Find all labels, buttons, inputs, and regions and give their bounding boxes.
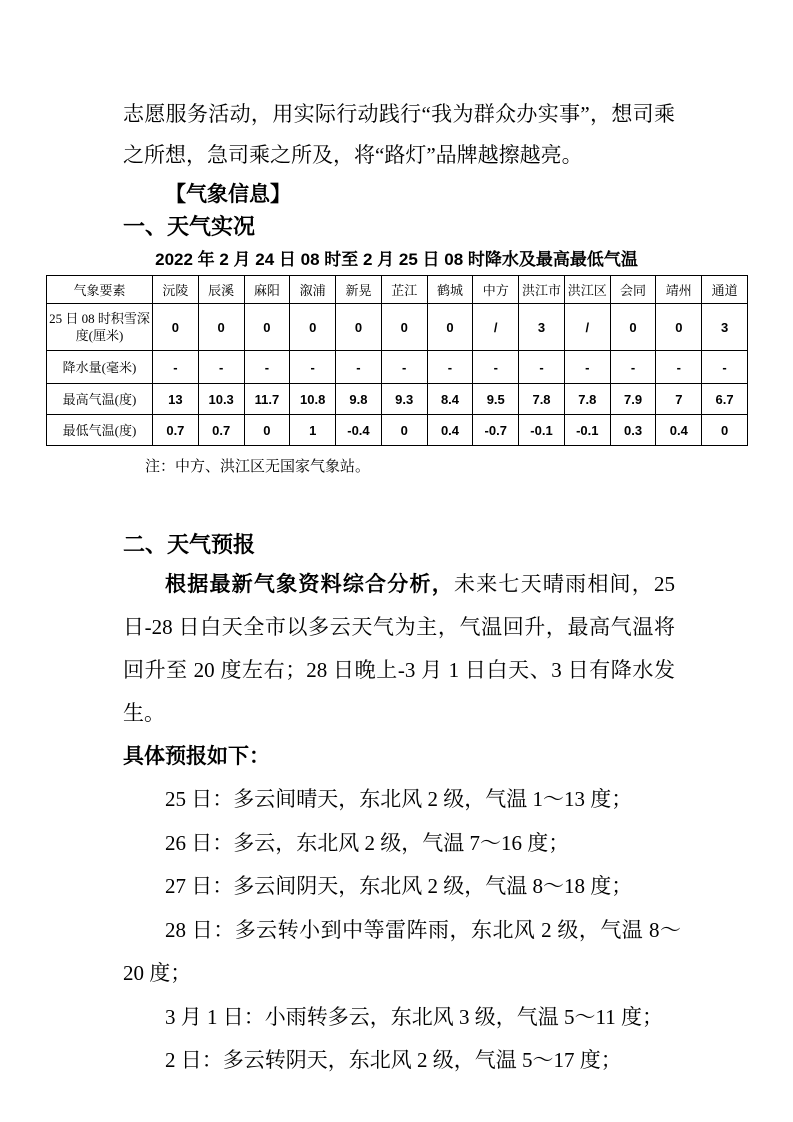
col-header-station: 靖州 xyxy=(656,276,702,304)
table-cell: 9.5 xyxy=(473,384,519,415)
weather-info-heading: 【气象信息】 xyxy=(165,183,291,206)
table-cell: - xyxy=(610,351,656,384)
table-row xyxy=(47,304,748,351)
table-cell: 0 xyxy=(381,304,427,351)
table-cell: 0 xyxy=(244,304,290,351)
forecast-item-mar2: 2 日：多云转阴天，东北风 2 级，气温 5～17 度； xyxy=(165,1048,622,1072)
col-header-station: 芷江 xyxy=(381,276,427,304)
table-cell: 0 xyxy=(153,304,199,351)
col-header-station: 中方 xyxy=(473,276,519,304)
table-cell: 11.7 xyxy=(244,384,290,415)
table-cell: - xyxy=(702,351,748,384)
forecast-lead-paragraph xyxy=(123,563,675,735)
table-row xyxy=(47,351,748,384)
table-cell: - xyxy=(198,351,244,384)
weather-table-head xyxy=(47,276,748,304)
forecast-item-26: 26 日：多云，东北风 2 级，气温 7～16 度； xyxy=(165,830,570,855)
col-header-station: 溆浦 xyxy=(290,276,336,304)
weather-table xyxy=(46,275,748,446)
table-cell: - xyxy=(427,351,473,384)
table-cell: - xyxy=(336,351,382,384)
table-cell: 10.3 xyxy=(198,384,244,415)
table-cell: -0.7 xyxy=(473,415,519,446)
intro-paragraph: 志愿服务活动，用实际行动践行“我为群众办实事”，想司乘之所想，急司乘之所及，将“路灯”品牌越擦越亮。 xyxy=(123,102,675,167)
table-header-row xyxy=(47,276,748,304)
table-cell: 6.7 xyxy=(702,384,748,415)
table-cell: 0 xyxy=(702,415,748,446)
table-cell: 0 xyxy=(244,415,290,446)
table-cell: 0 xyxy=(198,304,244,351)
forecast-item-25: 25 日：多云间晴天，东北风 2 级，气温 1～13 度； xyxy=(165,787,633,811)
col-header-station: 洪江市 xyxy=(519,276,565,304)
table-cell: -0.1 xyxy=(564,415,610,446)
table-cell: - xyxy=(473,351,519,384)
forecast-item-mar1: 3 月 1 日：小雨转多云，东北风 3 级，气温 5～11 度； xyxy=(165,1004,663,1029)
table-cell: 0 xyxy=(656,304,702,351)
table-cell: 7.8 xyxy=(519,384,565,415)
table-cell: - xyxy=(153,351,199,384)
table-cell: / xyxy=(564,304,610,351)
table-row xyxy=(47,415,748,446)
col-header-station: 麻阳 xyxy=(244,276,290,304)
table-cell: 9.3 xyxy=(381,384,427,415)
table-cell: 0.4 xyxy=(427,415,473,446)
table-cell: 0 xyxy=(381,415,427,446)
col-header-station: 辰溪 xyxy=(198,276,244,304)
row-label: 最高气温(度) xyxy=(47,384,153,415)
table-cell: - xyxy=(519,351,565,384)
forecast-item-28: 28 日：多云转小到中等雷阵雨，东北风 2 级，气温 8～20 度； xyxy=(123,917,681,985)
table-cell: - xyxy=(244,351,290,384)
col-header-station: 通道 xyxy=(702,276,748,304)
table-cell: 0 xyxy=(427,304,473,351)
col-header-element: 气象要素 xyxy=(47,276,153,304)
table-cell: 10.8 xyxy=(290,384,336,415)
table-cell: 9.8 xyxy=(336,384,382,415)
col-header-station: 鹤城 xyxy=(427,276,473,304)
table-cell: 1 xyxy=(290,415,336,446)
table-cell: 3 xyxy=(519,304,565,351)
table-cell: - xyxy=(656,351,702,384)
forecast-lead-rest: 未来七天晴雨相间，25 日-28 日白天全市以多云天气为主，气温回升，最高气温将回升至 20 度左右；28 日晚上-3 月 1 日白天、3 日有降水发生。 xyxy=(123,572,676,725)
table-cell: - xyxy=(290,351,336,384)
table-note: 注：中方、洪江区无国家气象站。 xyxy=(145,459,371,475)
table-cell: 0.7 xyxy=(153,415,199,446)
forecast-lead-bold: 根据最新气象资料综合分析， xyxy=(165,573,454,596)
weather-table-body xyxy=(47,304,748,446)
forecast-item-27: 27 日：多云间阴天，东北风 2 级，气温 8～18 度； xyxy=(165,874,633,898)
row-label: 25 日 08 时积雪深度(厘米) xyxy=(47,304,153,351)
table-cell: 7 xyxy=(656,384,702,415)
col-header-station: 新晃 xyxy=(336,276,382,304)
row-label: 降水量(毫米) xyxy=(47,351,153,384)
table-cell: 7.8 xyxy=(564,384,610,415)
table-row xyxy=(47,384,748,415)
table-cell: - xyxy=(381,351,427,384)
table-cell: 0.3 xyxy=(610,415,656,446)
table-cell: 0 xyxy=(290,304,336,351)
table-cell: 0 xyxy=(336,304,382,351)
table-cell: 3 xyxy=(702,304,748,351)
table-cell: 13 xyxy=(153,384,199,415)
row-label: 最低气温(度) xyxy=(47,415,153,446)
table-cell: 7.9 xyxy=(610,384,656,415)
table-title: 2022 年 2 月 24 日 08 时至 2 月 25 日 08 时降水及最高最低气温 xyxy=(155,250,638,269)
col-header-station: 会同 xyxy=(610,276,656,304)
table-cell: 0.4 xyxy=(656,415,702,446)
table-cell: 0.7 xyxy=(198,415,244,446)
col-header-station: 沅陵 xyxy=(153,276,199,304)
section1-heading: 一、天气实况 xyxy=(123,214,256,239)
table-cell: - xyxy=(564,351,610,384)
table-cell: -0.1 xyxy=(519,415,565,446)
col-header-station: 洪江区 xyxy=(564,276,610,304)
table-cell: / xyxy=(473,304,519,351)
table-cell: 8.4 xyxy=(427,384,473,415)
table-cell: -0.4 xyxy=(336,415,382,446)
section2-heading: 二、天气预报 xyxy=(123,532,256,557)
forecast-detail-heading: 具体预报如下： xyxy=(123,745,270,768)
table-cell: 0 xyxy=(610,304,656,351)
